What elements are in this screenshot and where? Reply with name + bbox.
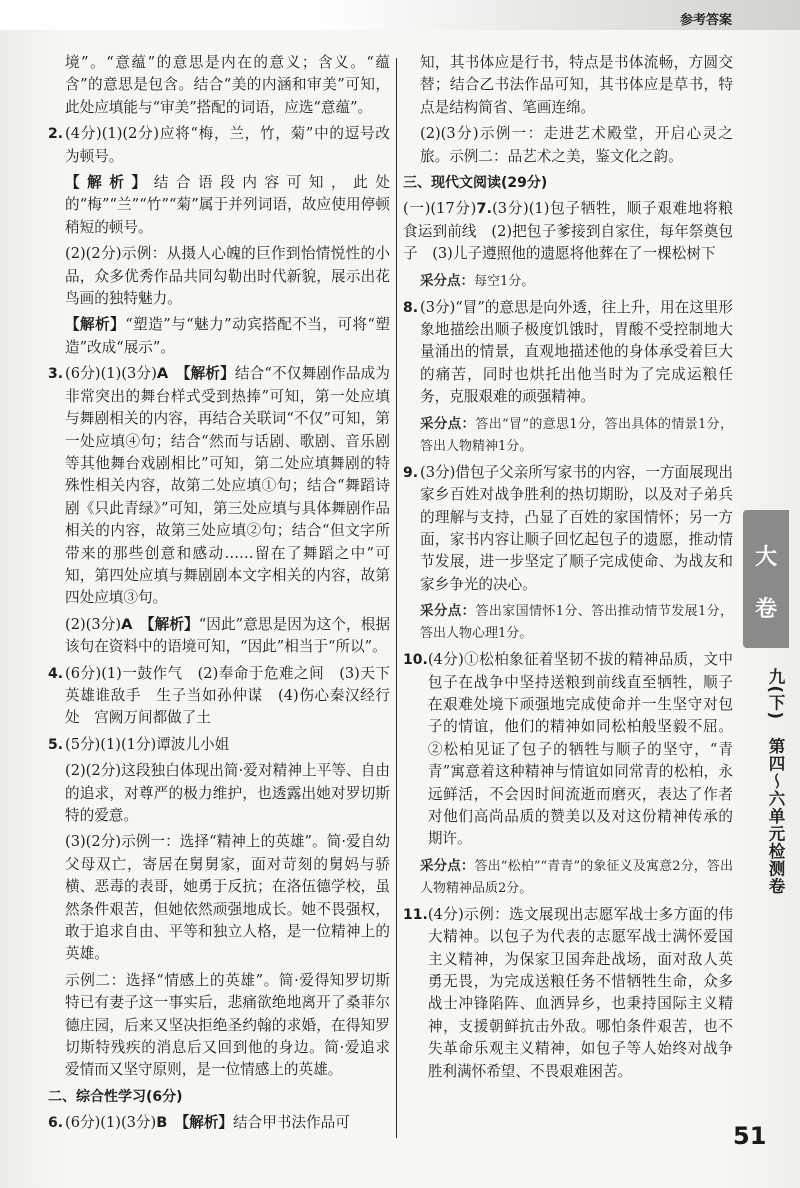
answer-text: (3分)“冒”的意思是向外透，往上升，用在这里形象地描绘出顺子极度饥饿时，胃酸不受控制地大量涌出的情景，直观地描述他的身体承受着巨大的痛苦，同时也烘托出他当时为了完成运粮任务，克服艰难的顽强精神。: [420, 298, 733, 406]
question-4: [48, 663, 390, 730]
question-number: 9.: [403, 464, 419, 481]
section-heading: 二、综合性学习(6分): [48, 1088, 183, 1105]
answer-choice: A: [156, 365, 169, 383]
scoring-text: 答出“冒”的意思1分，答出具体的情景1分，答出人物精神1分。: [420, 416, 733, 454]
question-number: 6.: [48, 1115, 64, 1132]
scoring-text: 答出家国情怀1分、答出推动情节发展1分，答出人物心理1分。: [420, 604, 734, 642]
analysis-label: 【解析】: [181, 1114, 234, 1132]
scoring-label: 采分点：: [420, 603, 476, 620]
side-tab: [743, 510, 789, 648]
analysis-label: 【解析】: [147, 615, 199, 633]
answer-text: (4分)示例：选文展现出志愿军战士多方面的伟大精神。以包子为代表的志愿军战士满怀爱国主义精神，为保家卫国奔赴战场，面对敌人英勇无畏，为完成送粮任务不惜牺牲生命，众多战士冲锋陷阵、血洒异乡，也秉持国际主义精神，支援朝鲜抗击外敌。哪怕条件艰苦，也不失革命乐观主义精神，如包子等人始终对战争胜利满怀希望、不畏艰难困苦。: [427, 905, 733, 1080]
answer-text: (4分)(1)(2分)应将“梅，兰，竹，菊”中的逗号改为顿号。: [65, 125, 390, 165]
answer-choice: A: [121, 615, 133, 633]
answer-text: (4分)①松柏象征着坚韧不拔的精神品质，文中包子在战争中坚持送粮到前线直至牺牲，顺子在艰难处境下顽强地完成使命并一生坚守对包子的情谊，他们的精神如同松柏般坚毅不屈。②松柏见证了包子的牺牲与顺子的坚守，“青青”寓意着这种精神与情谊如同常青的松柏，永远鲜活，不会因时间流逝而磨灭，表达了作者对他们高尚品质的赞美以及对这份精神传承的期许。: [427, 651, 733, 848]
answer-text: [65, 363, 390, 609]
side-tab-bottom: 卷: [754, 597, 777, 622]
scoring-text: 答出“松柏”“青青”的象征义及寓意2分，答出人物精神品质2分。: [420, 858, 734, 896]
analysis: [65, 172, 390, 239]
answer-text: (6分)(1)一鼓作气 (2)奉命于危难之间 (3)天下英雄谁敌手 生子当如孙仲谋 (4)伤心秦汉经行处 宫阙万间都做了土: [65, 664, 390, 727]
continued-paragraph: 境”。“意蕴”的意思是内在的意义；含义。“蕴含”的意思是包含。结合“美的内涵和审美”可知，此处应填能与“审美”搭配的词语，应选“意蕴”。: [65, 54, 390, 116]
answer-choice: B: [156, 1114, 168, 1132]
analysis-text: “塑造”与“魅力”动宾搭配不当，可将“塑造”改成“展示”。: [65, 316, 390, 356]
answer-text: (3分)借包子父亲所写家书的内容，一方面展现出家乡百姓对战争胜利的热切期盼，以及对子弟兵的理解与支持，凸显了百姓的家国情怀；另一方面，家书内容让顺子回忆起包子的遗愿，推动情节发展，进一步坚定了顺子完成使命、为战友和家乡争光的决心。: [420, 463, 733, 593]
scoring-label: 采分点：: [420, 857, 475, 874]
question-number: 4.: [48, 665, 64, 682]
scoring-label: 采分点：: [420, 272, 474, 289]
scoring-points: [420, 600, 733, 645]
answer-part-2: [65, 614, 390, 659]
analysis-label: 【解析】: [183, 365, 235, 383]
side-tab-top: 大: [754, 545, 777, 570]
question-11: [403, 904, 733, 1083]
question-7: [403, 198, 733, 265]
analysis: [65, 314, 390, 359]
question-3: [48, 363, 390, 609]
continued-paragraph: 知，其书体应是行书，特点是书体流畅，方圆交替；结合乙书法作品可知，其书体应是草书，特点是结构简省、笔画连绵。: [420, 54, 733, 116]
analysis-text: 结合“不仅舞剧作品成为非常突出的舞台样式受到热捧”可知，第一处应填与舞剧相关的内容，再结合关联词“不仅”可知，第一处应填④句；结合“然而与话剧、歌剧、音乐剧等其他舞台戏剧相比”可知，第二处应填舞剧的特殊性相关内容，故第二处应填①句；结合“舞蹈诗剧《只此青绿》”可知，第三处应填与具体舞剧作品相关的内容，故第三处应填②句；结合“但文字所带来的那些创意和感动……留在了舞蹈之中”可知，第四处应填与舞剧剧本文字相关的内容，故第四处应填③句。: [65, 365, 390, 607]
answer-prefix: (6分)(1)(3分): [65, 1114, 157, 1132]
question-number: 5.: [48, 736, 64, 753]
question-10: [403, 649, 733, 851]
answer-part-2: (2)(2分)示例：从摄人心魄的巨作到怡情悦性的小品，众多优秀作品共同勾勒出时代新貌，展示出花鸟画的独特魅力。: [65, 245, 390, 308]
header-bar: [0, 0, 800, 30]
answer-text: (5分)(1)(1分)谭波儿小姐: [65, 735, 230, 753]
answer-text: [65, 1112, 390, 1134]
column-divider: [396, 58, 397, 1138]
question-number: 3.: [48, 366, 64, 383]
question-6: [48, 1112, 390, 1134]
analysis-text: 结合甲书法作品可: [233, 1114, 350, 1132]
answer-prefix: (2)(3分): [65, 615, 122, 633]
question-number: 8.: [403, 299, 419, 316]
scoring-label: 采分点：: [420, 415, 476, 432]
analysis-label: 【解析】: [65, 316, 126, 334]
answer-part-2: (2)(3分)示例一：走进艺术殿堂，开启心灵之旅。示例二：品艺术之美，鉴文化之韵。: [420, 125, 733, 165]
question-number: 2.: [48, 126, 64, 143]
side-vertical-label: 九(下) 第四～六单元检测卷: [766, 668, 785, 896]
analysis-text: “因此”意思是因为这个，根据该句在资料中的语境可知，“因此”相当于“所以”。: [65, 615, 390, 656]
question-5: [48, 734, 390, 756]
left-column: [48, 52, 390, 1139]
answer-prefix: (6分)(1)(3分): [65, 365, 157, 383]
page-number: 51: [733, 1122, 767, 1150]
answer-part-2: (2)(2分)这段独白体现出简·爱对精神上平等、自由的追求，对尊严的极力维护，也透露出她对罗切斯特的爱意。: [65, 762, 390, 824]
answer-part-3: (3)(2分)示例一：选择“精神上的英雄”。简·爱自幼父母双亡，寄居在舅舅家，面对苛刻的舅妈与骄横、恶毒的表哥，她勇于反抗；在洛伍德学校，虽然条件艰苦，但她依然顽强地成长。她不畏强权，敢于追求自由、平等和独立人格，是一位精神上的英雄。: [65, 833, 390, 963]
scoring-text: 每空1分。: [474, 273, 535, 289]
scoring-points: [420, 413, 733, 458]
question-number: 10.: [403, 652, 428, 669]
right-column: [403, 52, 733, 1087]
answer-example-2: 示例二：选择“情感上的英雄”。简·爱得知罗切斯特已有妻子这一事实后，悲痛欲绝地离开了桑菲尔德庄园，后来又坚决拒绝圣约翰的求婚，在得知罗切斯特残疾的消息后又回到他的身边。简·爱追求爱情而又坚守原则，是一位情感上的英雄。: [65, 971, 390, 1079]
answer-text: (3分)(1)包子牺牲，顺子艰难地将粮食运到前线 (2)把包子爹接到自家住，每年祭奠包子 (3)儿子遵照他的遗愿将他葬在了一棵松树下: [403, 200, 733, 263]
scoring-points: [420, 855, 733, 900]
question-2: [48, 123, 390, 168]
analysis-text: 结合语段内容可知，此处的“梅”“兰”“竹”“菊”属于并列词语，故应使用停顿稍短的顿号。: [65, 174, 390, 236]
question-8: [403, 297, 733, 409]
question-number: 7.: [476, 200, 493, 218]
section-heading: 三、现代文阅读(29分): [403, 175, 548, 192]
question-number: 11.: [403, 906, 428, 923]
question-9: [403, 462, 733, 596]
header-title: 参考答案: [680, 13, 733, 28]
subsection-lead: (一)(17分): [403, 200, 477, 218]
scoring-points: [420, 270, 733, 293]
analysis-label: 【解析】: [65, 174, 154, 192]
